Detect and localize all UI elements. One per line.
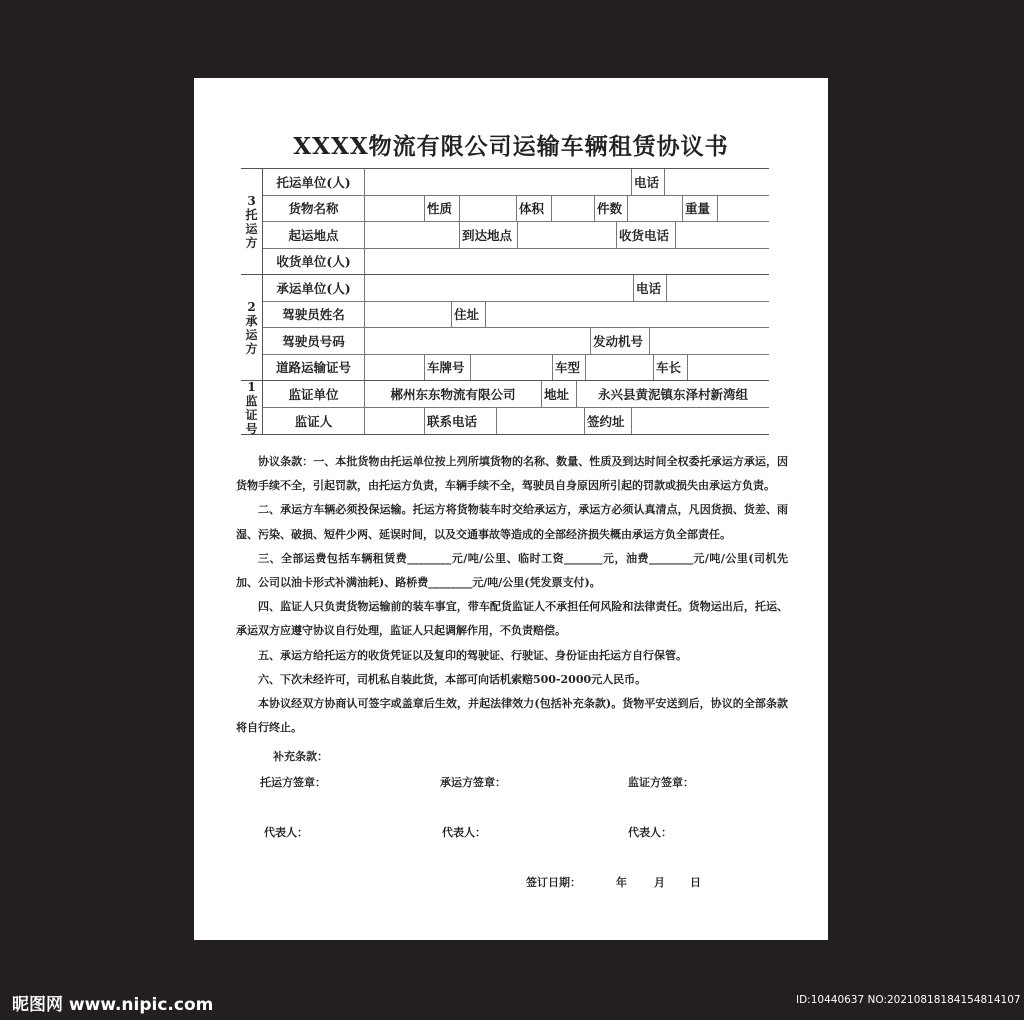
field-blank[interactable] xyxy=(365,355,425,381)
field-blank[interactable] xyxy=(688,355,769,381)
term-paragraph: 五、承运方给托运方的收货凭证以及复印的驾驶证、行驶证、身份证由托运方自行保管。 xyxy=(258,648,687,662)
field-value: 电话 xyxy=(634,275,667,301)
field-blank[interactable] xyxy=(365,169,632,195)
field-value: 电话 xyxy=(632,169,665,195)
table-row xyxy=(263,355,769,382)
field-label: 承运单位(人) xyxy=(263,275,365,301)
field-blank[interactable] xyxy=(552,196,595,222)
field-value: 郴州东东物流有限公司 xyxy=(365,381,542,407)
field-blank[interactable] xyxy=(365,275,634,301)
group-label-supervisor: 1 监 证 号 xyxy=(241,381,263,434)
field-blank[interactable] xyxy=(497,408,585,435)
shipper-rep-label: 代表人： xyxy=(264,826,308,839)
field-value: 重量 xyxy=(683,196,718,222)
field-value: 发动机号 xyxy=(591,328,650,354)
field-label: 托运单位(人) xyxy=(263,169,365,195)
sign-date-label: 签订日期： xyxy=(526,876,581,889)
field-blank[interactable] xyxy=(460,196,517,222)
field-blank[interactable] xyxy=(665,169,769,195)
field-label: 驾驶员姓名 xyxy=(263,302,365,328)
field-label: 道路运输证号 xyxy=(263,355,365,381)
field-blank[interactable] xyxy=(718,196,769,222)
field-blank[interactable] xyxy=(365,222,460,248)
field-blank[interactable] xyxy=(628,196,683,222)
date-day: 日 xyxy=(690,876,701,889)
field-blank[interactable] xyxy=(667,275,769,301)
document-title: XXXX物流有限公司运输车辆租赁协议书 xyxy=(293,133,729,160)
table-row xyxy=(263,302,769,329)
term-paragraph: 四、监证人只负责货物运输前的装车事宜，带车配货监证人不承担任何风险和法律责任。货物运出后，托运、承运双方应遵守协议自行处理，监证人只起调解作用，不负责赔偿。 xyxy=(236,600,788,638)
term-paragraph: 二、承运方车辆必须投保运输。托运方将货物装车时交给承运方，承运方必须认真清点，凡因货损、货差、雨湿、污染、破损、短件少两、延误时间，以及交通事故等造成的全部经济损失概由承运方负全部责任。 xyxy=(236,503,788,541)
date-year: 年 xyxy=(616,876,627,889)
field-value: 件数 xyxy=(595,196,628,222)
table-row xyxy=(263,328,769,355)
term-paragraph: 本协议经双方协商认可签字或盖章后生效，并起法律效力(包括补充条款)。货物平安送到后，协议的全部条款将自行终止。 xyxy=(236,697,788,735)
table-row xyxy=(263,381,769,408)
field-blank[interactable] xyxy=(650,328,769,354)
field-label: 货物名称 xyxy=(263,196,365,222)
date-month: 月 xyxy=(654,876,665,889)
nipic-logo: 昵图网 www.nipic.com xyxy=(12,995,214,1015)
field-blank[interactable] xyxy=(518,222,617,248)
carrier-rep-label: 代表人： xyxy=(442,826,486,839)
field-value: 地址 xyxy=(542,381,577,407)
image-id-text: ID:10440637 NO:20210818184154814107 xyxy=(796,994,1021,1006)
term-paragraph: 协议条款：一、本批货物由托运单位按上列所填货物的名称、数量、性质及到达时间全权委托承运方承运，因货物手续不全，引起罚款，由托运方负责，车辆手续不全，驾驶员自身原因所引起的罚款或损失由承运方负责。 xyxy=(236,455,788,493)
field-label: 起运地点 xyxy=(263,222,365,248)
field-value: 性质 xyxy=(425,196,460,222)
field-value: 体积 xyxy=(517,196,552,222)
field-value: 住址 xyxy=(452,302,486,328)
field-blank[interactable] xyxy=(632,408,769,435)
field-blank[interactable] xyxy=(486,302,769,328)
group-label-carrier: 2 承 运 方 xyxy=(241,275,263,381)
table-row xyxy=(263,249,769,276)
field-blank[interactable] xyxy=(676,222,769,248)
shipper-signature-label: 托运方签章： xyxy=(260,776,326,789)
supervisor-signature-label: 监证方签章： xyxy=(628,776,694,789)
term-paragraph: 三、全部运费包括车辆租赁费________元/吨/公里、临时工资_______元，油费________元/吨/公里(司机先加、公司以油卡形式补满油耗)、路桥费________元/吨/公里(凭发票支付)。 xyxy=(236,551,788,590)
field-value: 联系电话 xyxy=(425,408,497,435)
field-blank[interactable] xyxy=(586,355,654,381)
table-row xyxy=(263,196,769,223)
field-blank[interactable] xyxy=(365,196,425,222)
field-value: 车长 xyxy=(654,355,688,381)
field-blank[interactable] xyxy=(365,408,425,435)
field-label: 驾驶员号码 xyxy=(263,328,365,354)
field-value: 永兴县黄泥镇东泽村新湾组 xyxy=(597,386,748,402)
document-page xyxy=(194,78,828,940)
field-blank[interactable] xyxy=(365,302,452,328)
table-row xyxy=(263,275,769,302)
info-table xyxy=(241,168,769,435)
field-label: 监证单位 xyxy=(263,381,365,407)
field-value: 签约址 xyxy=(585,408,632,435)
field-value: 到达地点 xyxy=(460,222,518,248)
field-value: 车型 xyxy=(553,355,586,381)
supervisor-rep-label: 代表人： xyxy=(628,826,672,839)
field-blank[interactable] xyxy=(471,355,553,381)
group-label-shipper: 3 托 运 方 xyxy=(241,169,263,275)
agreement-terms xyxy=(236,450,788,740)
field-label: 监证人 xyxy=(263,408,365,435)
table-row xyxy=(263,222,769,249)
table-row xyxy=(263,169,769,196)
table-row xyxy=(263,408,769,435)
carrier-signature-label: 承运方签章： xyxy=(440,776,506,789)
supplement-label: 补充条款： xyxy=(273,750,328,763)
field-value: 收货电话 xyxy=(617,222,676,248)
field-blank[interactable] xyxy=(365,249,769,275)
field-value: 车牌号 xyxy=(425,355,471,381)
term-paragraph: 六、下次未经许可，司机私自装此货，本部可向话机索赔500-2000元人民币。 xyxy=(258,672,647,686)
field-label: 收货单位(人) xyxy=(263,249,365,275)
field-blank[interactable] xyxy=(365,328,591,354)
